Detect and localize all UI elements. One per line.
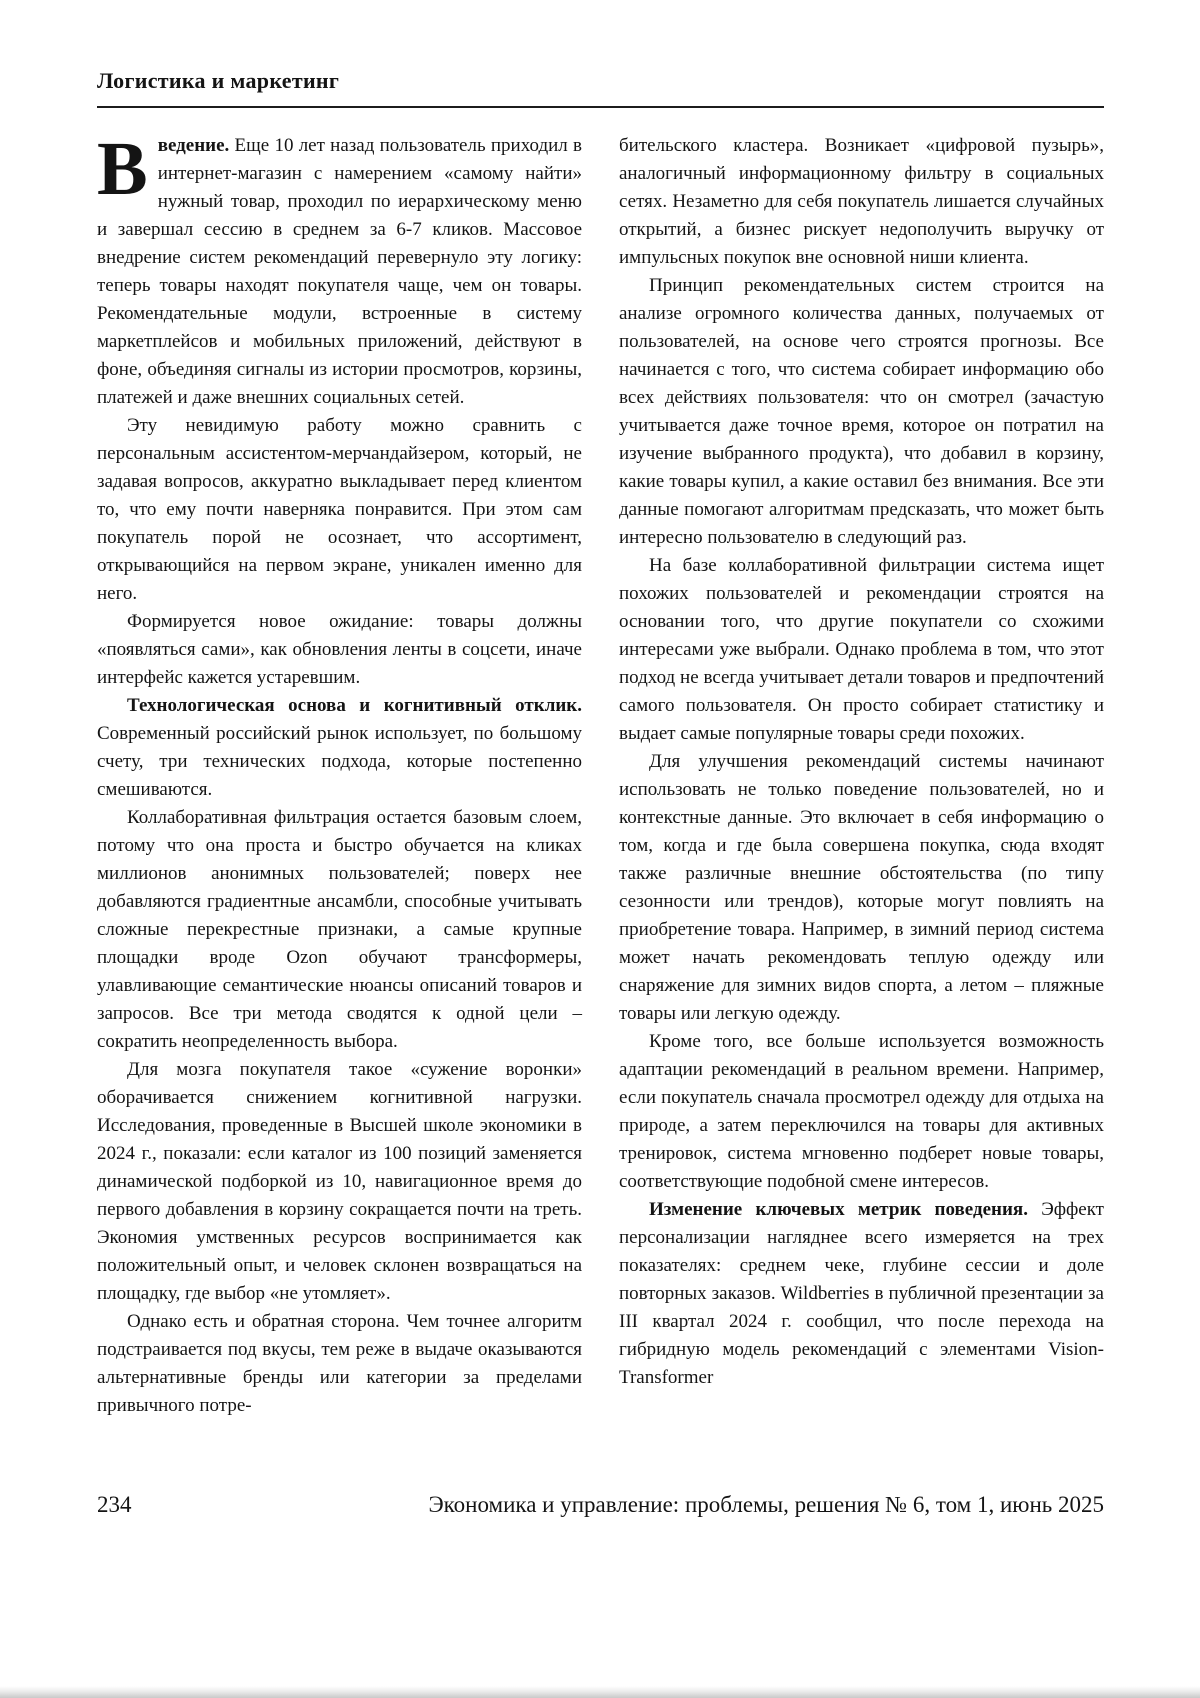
paragraph: На базе коллаборативной фильтрации система ищет похожих пользователей и рекомендации строятся на основании того, что другие покупатели со схожими интересами уже выбрали. Однако проблема в том, что этот подход не всегда учитывает детали товаров и предпочтений самого пользователя. Он просто собирает статистику и выдает самые популярные товары среди похожих.	[619, 555, 1104, 744]
page-number: 234	[97, 1492, 132, 1517]
running-title: Логистика и маркетинг	[97, 68, 340, 93]
paragraph-lead-bold: Изменение ключевых метрик поведения.	[649, 1199, 1042, 1220]
paragraph-lead-bold: ведение.	[157, 135, 235, 156]
paragraph: Однако есть и обратная сторона. Чем точнее алгоритм подстраивается под вкусы, тем реже в выдаче оказываются альтернативные бренды или категории за пределами привычного потре-	[97, 1311, 582, 1416]
paragraph: Технологическая основа и когнитивный отклик. Современный российский рынок использует, по большому счету, три технических подхода, которые постепенно смешиваются.	[97, 695, 582, 800]
paragraph: Эту невидимую работу можно сравнить с персональным ассистентом-мерчандайзером, который, не задавая вопросов, аккуратно выкладывает перед клиентом то, что ему почти наверняка понравится. При этом сам покупатель порой не осознает, что ассортимент, открывающийся на первом экране, уникален именно для него.	[97, 415, 582, 604]
paragraph: Формируется новое ожидание: товары должны «появляться сами», как обновления ленты в соцсети, иначе интерфейс кажется устаревшим.	[97, 611, 582, 688]
paragraph: Коллаборативная фильтрация остается базовым слоем, потому что она проста и быстро обучается на кликах миллионов анонимных пользователей; поверх нее добавляются градиентные ансамбли, способные учитывать сложные перекрестные признаки, а самые крупные площадки вроде Ozon обучают трансформеры, улавливающие семантические нюансы описаний товаров и запросов. Все три метода сводятся к одной цели – сократить неопределенность выбора.	[97, 807, 582, 1052]
paragraph: Введение. Еще 10 лет назад пользователь приходил в интернет-магазин с намерением «самому найти» нужный товар, проходил по иерархическому меню и завершал сессию в среднем за 6-7 кликов. Массовое внедрение систем рекомендаций перевернуло эту логику: теперь товары находят покупателя чаще, чем он товары. Рекомендательные модули, встроенные в систему маркетплейсов и мобильных приложений, действуют в фоне, объединяя сигналы из истории просмотров, корзины, платежей и даже внешних социальных сетей.	[97, 132, 582, 408]
paragraph: Кроме того, все больше используется возможность адаптации рекомендаций в реальном времени. Например, если покупатель сначала просмотрел одежду для отдыха на природе, а затем переключился на товары для активных тренировок, система мгновенно подберет новые товары, соответствующие подобной смене интересов.	[619, 1031, 1104, 1192]
paragraph: Изменение ключевых метрик поведения. Эффект персонализации нагляднее всего измеряется на трех показателях: среднем чеке, глубине сессии и доле повторных заказов. Wildberries в публичной презентации за III квартал 2024 г. сообщил, что после перехода на гибридную модель рекомендаций с элементами Vision-Transformer	[619, 1199, 1104, 1388]
page-footer	[97, 1492, 1104, 1518]
left-column	[97, 132, 582, 1480]
journal-line: Экономика и управление: проблемы, решения № 6, том 1, июнь 2025	[428, 1492, 1104, 1517]
dropcap-letter: В	[97, 132, 148, 211]
running-header	[97, 68, 1104, 108]
page-bottom-edge	[0, 1686, 1200, 1698]
right-column	[619, 132, 1104, 1480]
paragraph: Для мозга покупателя такое «сужение воронки» оборачивается снижением когнитивной нагрузки. Исследования, проведенные в Высшей школе экономики в 2024 г., показали: если каталог из 100 позиций заменяется динамической подборкой из 10, навигационное время до первого добавления в корзину сокращается почти на треть. Экономия умственных ресурсов воспринимается как положительный опыт, и человек склонен возвращаться на площадку, где выбор «не утомляет».	[97, 1059, 582, 1304]
paragraph: бительского кластера. Возникает «цифровой пузырь», аналогичный информационному фильтру в социальных сетях. Незаметно для себя покупатель лишается случайных открытий, а бизнес рискует недополучить выручку от импульсных покупок вне основной ниши клиента.	[619, 135, 1104, 268]
paragraph-lead-bold: Технологическая основа и когнитивный отклик.	[127, 695, 582, 716]
paragraph: Принцип рекомендательных систем строится на анализе огромного количества данных, получаемых от пользователей, на основе чего строятся прогнозы. Все начинается с того, что система собирает информацию обо всех действиях пользователя: что он смотрел (зачастую учитывается даже точное время, которое он потратил на изучение выбранного продукта), что добавил в корзину, какие товары купил, а какие оставил без внимания. Все эти данные помогают алгоритмам предсказать, что может быть интересно пользователю в следующий раз.	[619, 275, 1104, 548]
article-body	[97, 132, 1104, 1480]
paragraph: Для улучшения рекомендаций системы начинают использовать не только поведение пользователей, но и контекстные данные. Это включает в себя информацию о том, когда и где была совершена покупка, сюда входят также различные внешние обстоятельства (по типу сезонности или трендов), которые могут повлиять на приобретение товара. Например, в зимний период система может начать рекомендовать теплую одежду или снаряжение для зимних видов спорта, а летом – пляжные товары или легкую одежду.	[619, 751, 1104, 1024]
